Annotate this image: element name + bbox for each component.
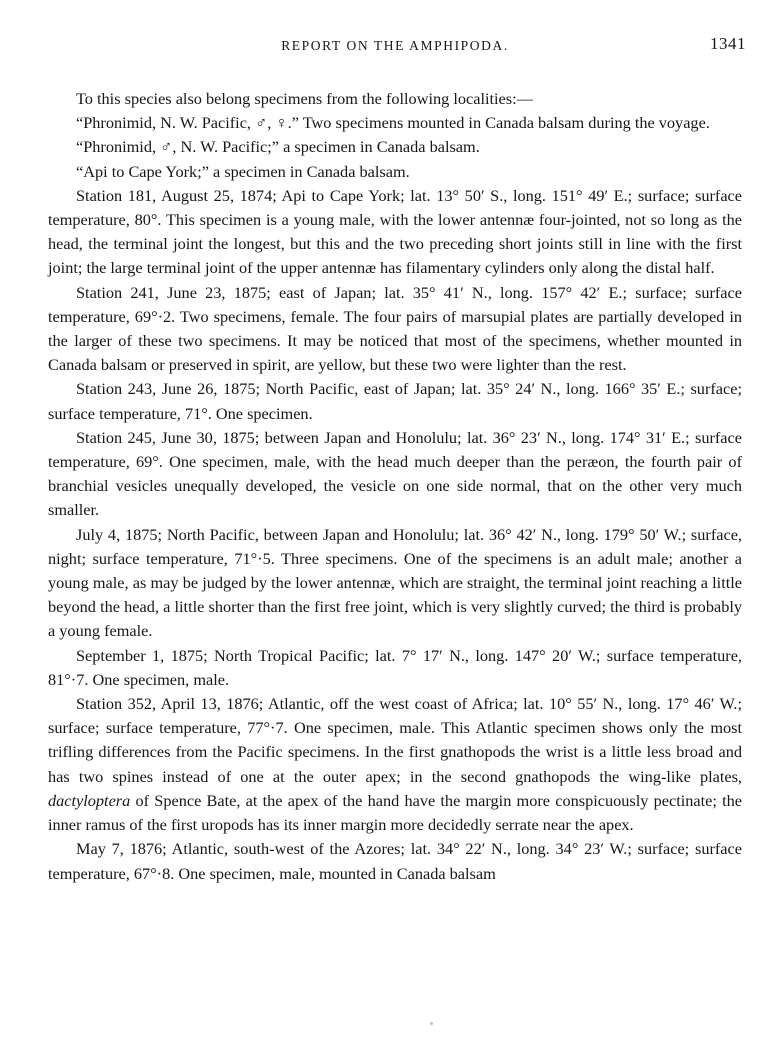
paragraph-phronimid-male: “Phronimid, ♂, N. W. Pacific;” a specimen in Canada balsam.	[76, 137, 480, 157]
paragraph-station-241: Station 241, June 23, 1875; east of Japan; lat. 35° 41′ N., long. 157° 42′ E.; surface; surface temperature, 69°·2. Two specimens, female. The four pairs of marsupial plates are partially developed in the larger of these two specimens. It may be noticed that most of the specimens, whether mounted in Canada balsam or preserved in spirit, are yellow, but these two were lighter than the rest.	[48, 282, 742, 375]
station-352-text-after: of Spence Bate, at the apex of the hand have the margin more conspicuously pectinate; the inner ramus of the first uropods has its inner margin more decidedly serrate near the apex.	[48, 790, 742, 835]
body-text	[48, 87, 742, 886]
page-header	[48, 28, 746, 58]
station-352-text-before: Station 352, April 13, 1876; Atlantic, off the west coast of Africa; lat. 10° 55′ N., long. 17° 46′ W.; surface; surface temperature, 77°·7. One specimen, male. This Atlantic specimen shows only the most trifling differences from the Pacific specimens. In the first gnathopods the wrist is a little less broad and has two spines instead of one at the outer apex; in the second gnathopods the wing-like plates,	[48, 694, 742, 786]
paragraph-station-181: Station 181, August 25, 1874; Api to Cape York; lat. 13° 50′ S., long. 151° 49′ E.; surface; surface temperature, 80°. This specimen is a young male, with the lower antennæ four-jointed, not so long as the head, the terminal joint the longest, but this and the two preceding short joints still in line with the first joint; the large terminal joint of the upper antennæ has filamentary cylinders only along the distal half.	[48, 185, 742, 278]
paragraph-phronimid-pacific: “Phronimid, N. W. Pacific, ♂, ♀.” Two specimens mounted in Canada balsam during the voyage.	[76, 113, 710, 133]
paragraph-intro: To this species also belong specimens from the following localities:—	[76, 89, 533, 108]
page-number: 1341	[710, 34, 746, 53]
document-page	[48, 28, 746, 886]
paragraph-api-cape-york: “Api to Cape York;” a specimen in Canada balsam.	[76, 161, 410, 181]
running-title: REPORT ON THE AMPHIPODA.	[281, 38, 509, 53]
paragraph-station-243: Station 243, June 26, 1875; North Pacific, east of Japan; lat. 35° 24′ N., long. 166° 35′ E.; surface; surface temperature, 71°. One specimen.	[48, 379, 742, 423]
paragraph-may-7: May 7, 1876; Atlantic, south-west of the Azores; lat. 34° 22′ N., long. 34° 23′ W.; surface; surface temperature, 67°·8. One specimen, male, mounted in Canada balsam	[48, 839, 742, 883]
italic-term-dactyloptera: dactyloptera	[48, 790, 131, 810]
paragraph-july-4: July 4, 1875; North Pacific, between Japan and Honolulu; lat. 36° 42′ N., long. 179° 50′ W.; surface, night; surface temperature, 71°·5. Three specimens. One of the specimens is an adult male; another a young male, as may be judged by the lower antennæ, which are straight, the terminal joint reaching a little beyond the head, a little shorter than the first free joint, which is very slightly curved; the third is probably a young female.	[48, 524, 742, 641]
paragraph-station-245: Station 245, June 30, 1875; between Japan and Honolulu; lat. 36° 23′ N., long. 174° 31′ E.; surface temperature, 69°. One specimen, male, with the head much deeper than the peræon, the fourth pair of branchial vesicles unequally developed, the vesicle on one side normal, that on the other very much smaller.	[48, 427, 742, 520]
paragraph-september-1: September 1, 1875; North Tropical Pacific; lat. 7° 17′ N., long. 147° 20′ W.; surface temperature, 81°·7. One specimen, male.	[48, 645, 742, 689]
paragraph-station-352	[48, 692, 742, 837]
footer-dot	[430, 1022, 433, 1025]
